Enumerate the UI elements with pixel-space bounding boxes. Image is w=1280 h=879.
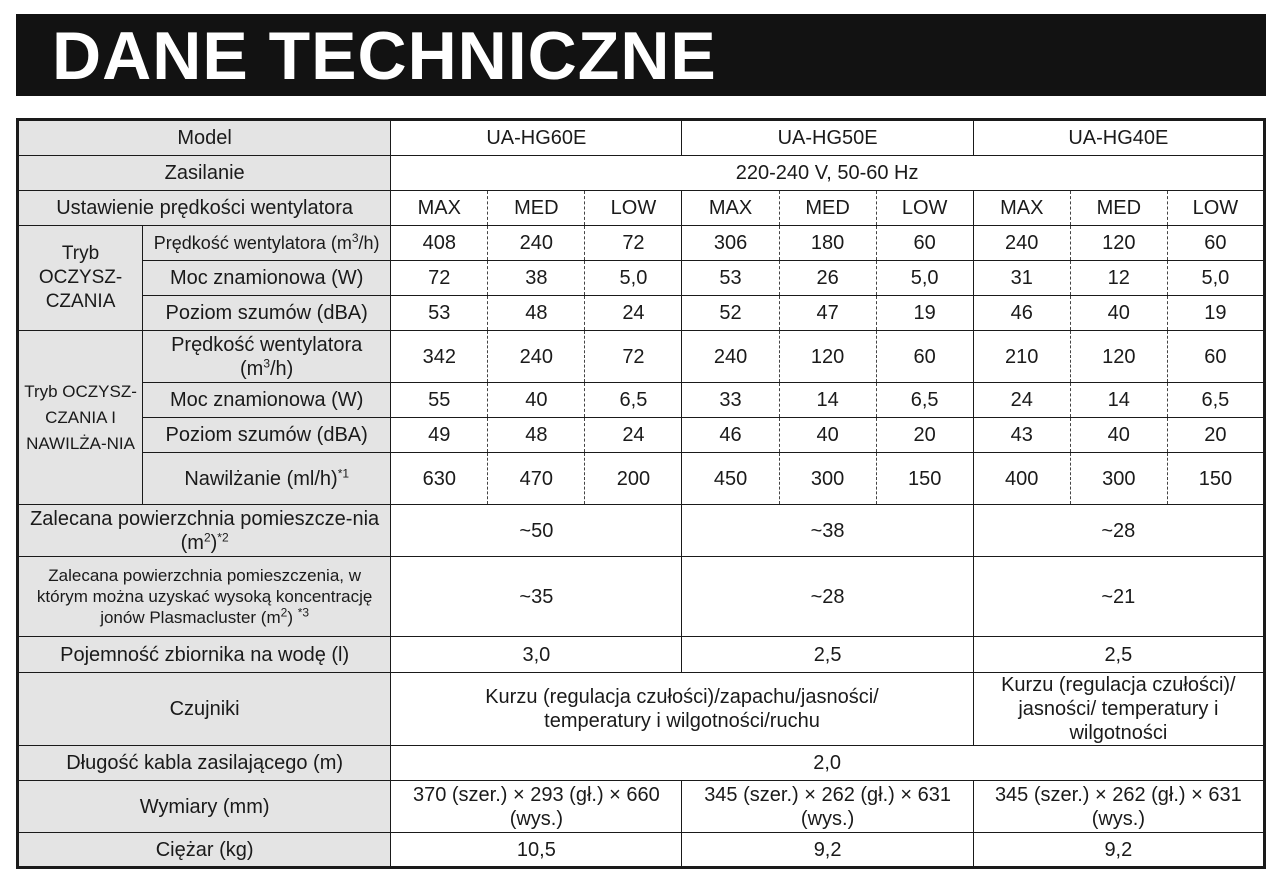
value-cell: 48 — [488, 296, 585, 331]
superscript: 3 — [351, 231, 359, 245]
value-cell: 19 — [1167, 296, 1264, 331]
weight-2: 9,2 — [682, 833, 973, 868]
room-area-1: ~50 — [391, 505, 682, 557]
value-cell: 6,5 — [876, 383, 973, 418]
value-cell: 200 — [585, 453, 682, 505]
fan-speed-unit: /h) — [358, 233, 380, 253]
row-power — [18, 156, 1265, 191]
row-sensors — [18, 673, 1265, 746]
weight-1: 10,5 — [391, 833, 682, 868]
value-cell: 14 — [1070, 383, 1167, 418]
label-power-supply: Zasilanie — [18, 156, 391, 191]
value-cell: 24 — [585, 418, 682, 453]
value-cell: 52 — [682, 296, 779, 331]
value-cell: 300 — [1070, 453, 1167, 505]
row-room-area — [18, 505, 1265, 557]
weight-3: 9,2 — [973, 833, 1264, 868]
value-cell: 60 — [1167, 331, 1264, 383]
value-cell: 240 — [682, 331, 779, 383]
value-cell: 150 — [876, 453, 973, 505]
speed-level: MAX — [682, 191, 779, 226]
label-model: Model — [18, 120, 391, 156]
value-cell: 72 — [391, 261, 488, 296]
value-cell: 306 — [682, 226, 779, 261]
speed-level: MAX — [391, 191, 488, 226]
row-purify-rated-power — [18, 261, 1265, 296]
value-cell: 342 — [391, 331, 488, 383]
row-tank — [18, 637, 1265, 673]
ion-area-text: Zalecana powierzchnia pomieszczenia, w którym można uzyskać wysoką koncentrację jonów Plasmacluster (m — [36, 566, 373, 627]
row-purify-fan-speed — [18, 226, 1265, 261]
row-humid-noise — [18, 418, 1265, 453]
value-cell: 20 — [876, 418, 973, 453]
room-area-3: ~28 — [973, 505, 1264, 557]
ion-area-1: ~35 — [391, 557, 682, 637]
value-cell: 300 — [779, 453, 876, 505]
value-cell: 14 — [779, 383, 876, 418]
value-cell: 40 — [1070, 418, 1167, 453]
value-cell: 180 — [779, 226, 876, 261]
cable-value: 2,0 — [391, 746, 1265, 781]
speed-level: MAX — [973, 191, 1070, 226]
value-cell: 240 — [488, 331, 585, 383]
row-humid-fan-speed — [18, 331, 1265, 383]
fan-speed-b-unit: /h) — [270, 357, 294, 380]
value-cell: 38 — [488, 261, 585, 296]
label-weight: Ciężar (kg) — [18, 833, 391, 868]
value-cell: 72 — [585, 226, 682, 261]
footnote-mark: *1 — [337, 465, 350, 480]
row-cable — [18, 746, 1265, 781]
label-ion-area — [18, 557, 391, 637]
value-cell: 12 — [1070, 261, 1167, 296]
value-cell: 60 — [876, 226, 973, 261]
value-cell: 72 — [585, 331, 682, 383]
value-cell: 31 — [973, 261, 1070, 296]
sensors-hg40: Kurzu (regulacja czułości)/ jasności/ temperatury i wilgotności — [973, 673, 1264, 746]
value-cell: 240 — [973, 226, 1070, 261]
tank-1: 3,0 — [391, 637, 682, 673]
value-cell: 55 — [391, 383, 488, 418]
value-cell: 46 — [973, 296, 1070, 331]
ion-area-3: ~21 — [973, 557, 1264, 637]
label-noise: Poziom szumów (dBA) — [143, 296, 391, 331]
value-cell: 450 — [682, 453, 779, 505]
value-cell: 46 — [682, 418, 779, 453]
label-fan-speed — [143, 226, 391, 261]
spec-table — [16, 118, 1266, 869]
value-cell: 48 — [488, 418, 585, 453]
footnote-mark: *2 — [217, 529, 229, 544]
value-cell: 630 — [391, 453, 488, 505]
value-cell: 6,5 — [585, 383, 682, 418]
value-cell: 40 — [488, 383, 585, 418]
value-cell: 408 — [391, 226, 488, 261]
power-value: 220-240 V, 50-60 Hz — [391, 156, 1265, 191]
model-2: UA-HG50E — [682, 120, 973, 156]
row-humid-rated-power — [18, 383, 1265, 418]
label-fan-setting: Ustawienie prędkości wentylatora — [18, 191, 391, 226]
label-sensors: Czujniki — [18, 673, 391, 746]
dimensions-3: 345 (szer.) × 262 (gł.) × 631 (wys.) — [973, 781, 1264, 833]
mode-purify-humid-text: Tryb OCZYSZ-CZANIA I NAWILŻA-NIA — [24, 381, 137, 453]
value-cell: 5,0 — [876, 261, 973, 296]
superscript: 3 — [263, 355, 270, 370]
speed-level: MED — [488, 191, 585, 226]
value-cell: 240 — [488, 226, 585, 261]
fan-speed-b-text: Prędkość wentylatora (m — [171, 333, 363, 380]
label-room-area — [18, 505, 391, 557]
value-cell: 210 — [973, 331, 1070, 383]
label-fan-speed-b — [143, 331, 391, 383]
value-cell: 53 — [682, 261, 779, 296]
row-model — [18, 120, 1265, 156]
tank-3: 2,5 — [973, 637, 1264, 673]
label-rated-power: Moc znamionowa (W) — [143, 383, 391, 418]
model-1: UA-HG60E — [391, 120, 682, 156]
value-cell: 24 — [973, 383, 1070, 418]
footnote-mark: *3 — [297, 605, 310, 620]
room-area-2: ~38 — [682, 505, 973, 557]
value-cell: 60 — [1167, 226, 1264, 261]
value-cell: 150 — [1167, 453, 1264, 505]
value-cell: 40 — [1070, 296, 1167, 331]
value-cell: 120 — [1070, 226, 1167, 261]
value-cell: 40 — [779, 418, 876, 453]
speed-level: LOW — [876, 191, 973, 226]
tank-2: 2,5 — [682, 637, 973, 673]
superscript: 2 — [280, 605, 288, 620]
model-3: UA-HG40E — [973, 120, 1264, 156]
mode-purify-text: Tryb OCZYSZ-CZANIA — [38, 243, 123, 312]
value-cell: 47 — [779, 296, 876, 331]
label-mode-purify — [18, 226, 143, 331]
label-humidification — [143, 453, 391, 505]
value-cell: 5,0 — [585, 261, 682, 296]
value-cell: 400 — [973, 453, 1070, 505]
room-area-text: Zalecana powierzchnia pomieszcze-nia (m — [30, 507, 380, 554]
speed-level: LOW — [1167, 191, 1264, 226]
speed-level: MED — [779, 191, 876, 226]
page-title: DANE TECHNICZNE — [52, 18, 717, 94]
value-cell: 26 — [779, 261, 876, 296]
humidification-text: Nawilżanie (ml/h) — [184, 467, 338, 490]
row-humidification — [18, 453, 1265, 505]
value-cell: 6,5 — [1167, 383, 1264, 418]
ion-area-2: ~28 — [682, 557, 973, 637]
speed-level: MED — [1070, 191, 1167, 226]
dimensions-1: 370 (szer.) × 293 (gł.) × 660 (wys.) — [391, 781, 682, 833]
row-weight — [18, 833, 1265, 868]
label-dimensions: Wymiary (mm) — [18, 781, 391, 833]
dimensions-2: 345 (szer.) × 262 (gł.) × 631 (wys.) — [682, 781, 973, 833]
superscript: 2 — [203, 529, 211, 544]
row-speed-levels — [18, 191, 1265, 226]
title-bar — [16, 14, 1266, 96]
label-tank: Pojemność zbiornika na wodę (l) — [18, 637, 391, 673]
value-cell: 19 — [876, 296, 973, 331]
value-cell: 33 — [682, 383, 779, 418]
value-cell: 43 — [973, 418, 1070, 453]
value-cell: 470 — [488, 453, 585, 505]
label-mode-purify-humid — [18, 331, 143, 505]
label-cable: Długość kabla zasilającego (m) — [18, 746, 391, 781]
value-cell: 24 — [585, 296, 682, 331]
fan-speed-text: Prędkość wentylatora (m — [153, 233, 352, 253]
row-ion-area — [18, 557, 1265, 637]
value-cell: 120 — [1070, 331, 1167, 383]
value-cell: 60 — [876, 331, 973, 383]
label-noise: Poziom szumów (dBA) — [143, 418, 391, 453]
speed-level: LOW — [585, 191, 682, 226]
value-cell: 120 — [779, 331, 876, 383]
row-dimensions — [18, 781, 1265, 833]
ion-area-unit: ) — [287, 608, 293, 627]
row-purify-noise — [18, 296, 1265, 331]
value-cell: 49 — [391, 418, 488, 453]
value-cell: 53 — [391, 296, 488, 331]
value-cell: 5,0 — [1167, 261, 1264, 296]
room-area-unit: ) — [210, 531, 218, 554]
value-cell: 20 — [1167, 418, 1264, 453]
sensors-main: Kurzu (regulacja czułości)/zapachu/jasności/ temperatury i wilgotności/ruchu — [391, 673, 973, 746]
label-rated-power: Moc znamionowa (W) — [143, 261, 391, 296]
